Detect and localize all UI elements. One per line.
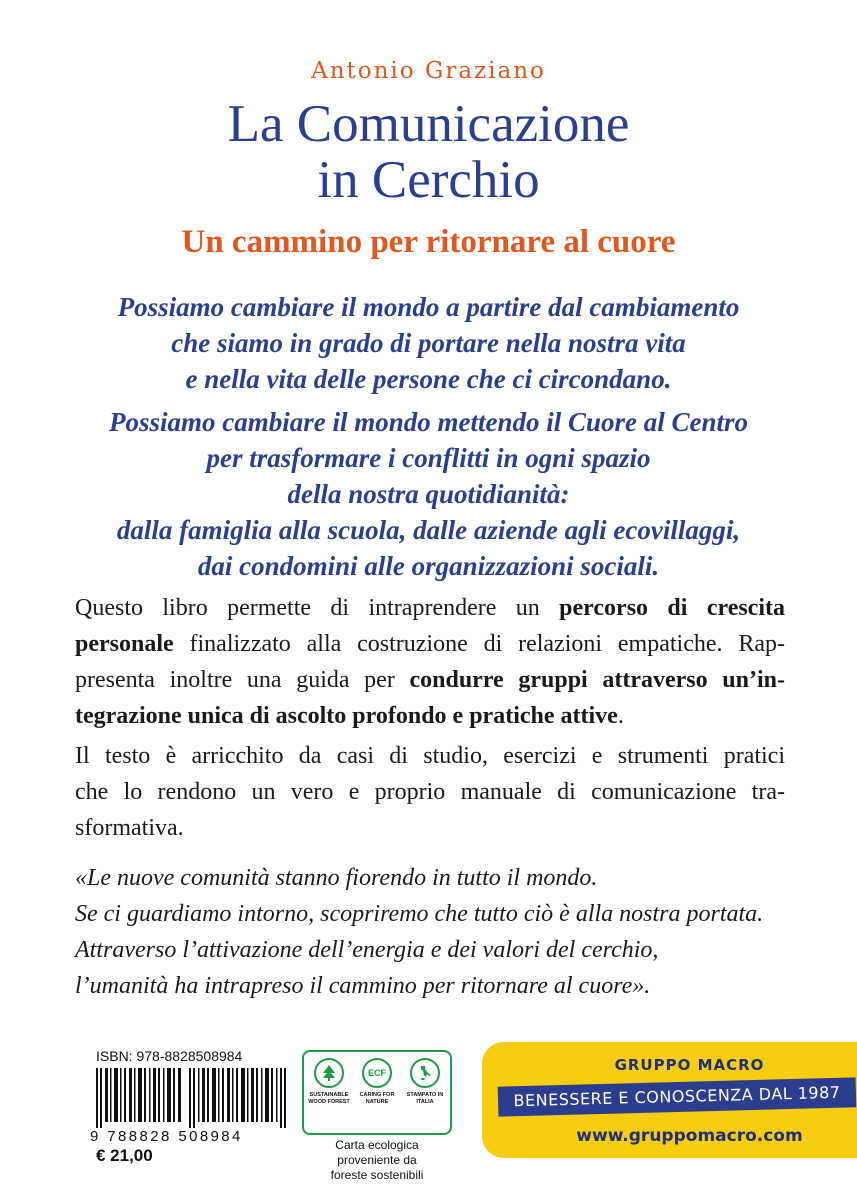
eco-certification-box — [302, 1050, 452, 1135]
publisher-tagline: BENESSERE E CONOSCENZA DAL 1987 — [498, 1077, 857, 1116]
bold-run: percorso di crescita — [559, 595, 785, 621]
publisher-banner — [482, 1042, 857, 1158]
quote-line: Attraverso l’attivazione dell’energia e dei valori del cerchio, — [75, 937, 659, 963]
book-subtitle: Un cammino per ritornare al cuore — [181, 224, 676, 260]
intro-paragraph-1 — [20, 289, 837, 397]
italy-map-icon — [410, 1058, 440, 1088]
text-run: Questo libro permette di intraprendere un — [75, 595, 560, 621]
barcode-digits: 9 788828 508984 — [90, 1128, 243, 1145]
bold-run: personale — [75, 631, 174, 657]
eco-text-line: proveniente da — [337, 1153, 417, 1167]
price: € 21,00 — [96, 1146, 153, 1165]
quote-line: «Le nuove comunità stanno fiorendo in tutto il mondo. — [75, 865, 598, 891]
author-name: Antonio Graziano — [311, 58, 546, 84]
eco-item-wood-forest — [306, 1058, 352, 1105]
book-title — [0, 96, 857, 208]
barcode-icon — [96, 1068, 290, 1128]
eco-caption: STAMPATO IN ITALIA — [406, 1092, 444, 1105]
eco-caption: SUSTAINABLE WOOD FOREST — [308, 1092, 350, 1105]
eco-item-italy — [402, 1058, 448, 1105]
description-line: sformativa. — [75, 815, 184, 841]
intro-1-line: Possiamo cambiare il mondo a partire dal cambiamento — [117, 292, 740, 322]
bold-run: condurre gruppi attraverso un’in- — [409, 667, 785, 693]
description-paragraph-2 — [75, 738, 785, 846]
eco-paper-text — [302, 1138, 452, 1183]
description-paragraph-1 — [75, 590, 785, 734]
eco-text-line: foreste sostenibili — [330, 1168, 424, 1182]
description-line: Il testo è arricchito da casi di studio, esercizi e strumenti pratici — [75, 743, 785, 769]
eco-item-ecf — [354, 1058, 400, 1105]
title-line-2: in Cerchio — [317, 151, 540, 209]
publisher-website: www.gruppomacro.com — [576, 1126, 803, 1146]
ecf-icon: ECF — [362, 1058, 392, 1088]
title-line-1: La Comunicazione — [227, 95, 630, 153]
publisher-name: GRUPPO MACRO — [614, 1056, 765, 1074]
intro-2-line: dai condomini alle organizzazioni sociali. — [197, 551, 660, 581]
description-line — [75, 698, 785, 734]
quote-line: Se ci guardiamo intorno, scopriremo che tutto ciò è alla nostra portata. — [75, 901, 764, 927]
description-line: che lo rendono un vero e proprio manuale di comunicazione tra- — [75, 779, 785, 805]
quote-line: l’umanità ha intrapreso il cammino per ritornare al cuore». — [75, 973, 651, 999]
text-run: . — [617, 703, 624, 729]
text-run: finalizzato alla costruzione di relazioni empatiche. Rap- — [173, 631, 785, 657]
description-line — [75, 662, 785, 698]
intro-1-line: che siamo in grado di portare nella nostra vita — [171, 328, 686, 358]
tree-icon — [314, 1058, 344, 1088]
intro-2-line: dalla famiglia alla scuola, dalle aziende agli ecovillaggi, — [116, 515, 741, 545]
intro-paragraph-2 — [20, 404, 837, 584]
description-line — [75, 626, 785, 662]
bold-run: tegrazione unica di ascolto profondo e pratiche attive — [75, 703, 618, 729]
text-run: presenta inoltre una guida per — [75, 667, 410, 693]
description-line — [75, 590, 785, 626]
intro-2-line: della nostra quotidianità: — [287, 479, 570, 509]
intro-1-line: e nella vita delle persone che ci circondano. — [185, 364, 672, 394]
isbn-label: ISBN: 978-8828508984 — [96, 1048, 243, 1064]
intro-2-line: Possiamo cambiare il mondo mettendo il Cuore al Centro — [108, 407, 749, 437]
eco-text-line: Carta ecologica — [335, 1138, 419, 1152]
intro-2-line: per trasformare i conflitti in ogni spazio — [206, 443, 651, 473]
eco-caption: CARING FOR NATURE — [359, 1092, 395, 1105]
closing-quote — [75, 860, 795, 1004]
